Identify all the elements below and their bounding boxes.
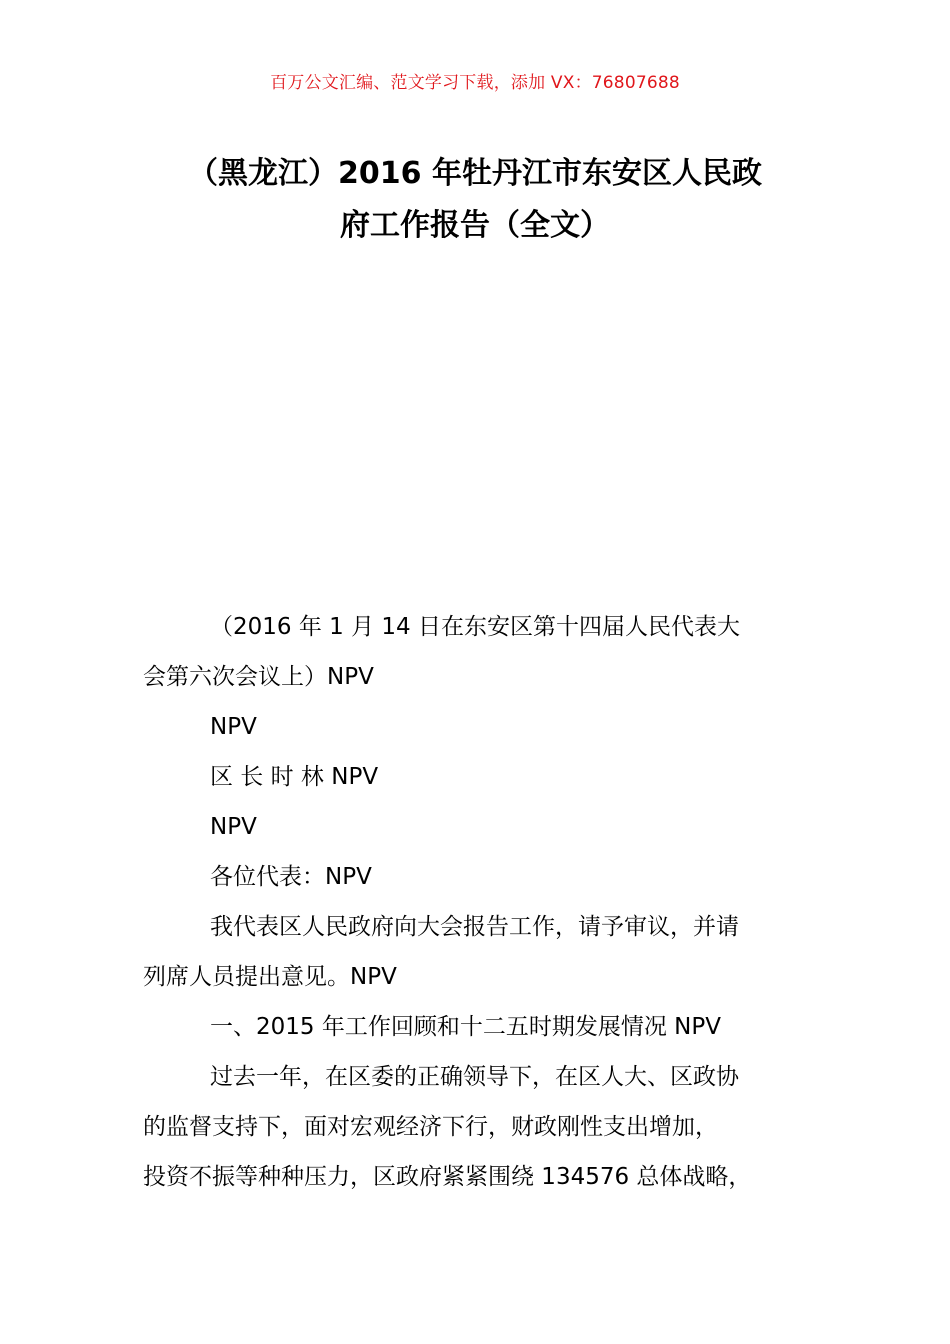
title-line-2: 府工作报告（全文） [340, 208, 610, 243]
paragraph-line: NPV [210, 814, 257, 840]
document-body [143, 602, 813, 1202]
title-line-1: （黑龙江）2016 年牡丹江市东安区人民政 [188, 156, 762, 191]
paragraph-line: 列席人员提出意见。NPV [143, 964, 397, 990]
paragraph-line: 我代表区人民政府向大会报告工作，请予审议，并请 [210, 914, 739, 940]
paragraph-line: （2016 年 1 月 14 日在东安区第十四届人民代表大 [210, 614, 740, 640]
paragraph-line: 投资不振等种种压力，区政府紧紧围绕 134576 总体战略， [143, 1164, 752, 1190]
speaker-line: 区 长 时 林 NPV [210, 764, 379, 790]
salutation-line: 各位代表：NPV [210, 864, 372, 890]
paragraph-line: 会第六次会议上）NPV [143, 664, 374, 690]
promo-banner: 百万公文汇编、范文学习下载，添加 VX：76807688 [270, 73, 680, 93]
paragraph-line: 过去一年，在区委的正确领导下，在区人大、区政协 [210, 1064, 739, 1090]
paragraph-line: 的监督支持下，面对宏观经济下行，财政刚性支出增加， [143, 1114, 718, 1140]
section-heading: 一、2015 年工作回顾和十二五时期发展情况 NPV [210, 1014, 721, 1040]
document-title [0, 148, 950, 252]
paragraph-line: NPV [210, 714, 257, 740]
